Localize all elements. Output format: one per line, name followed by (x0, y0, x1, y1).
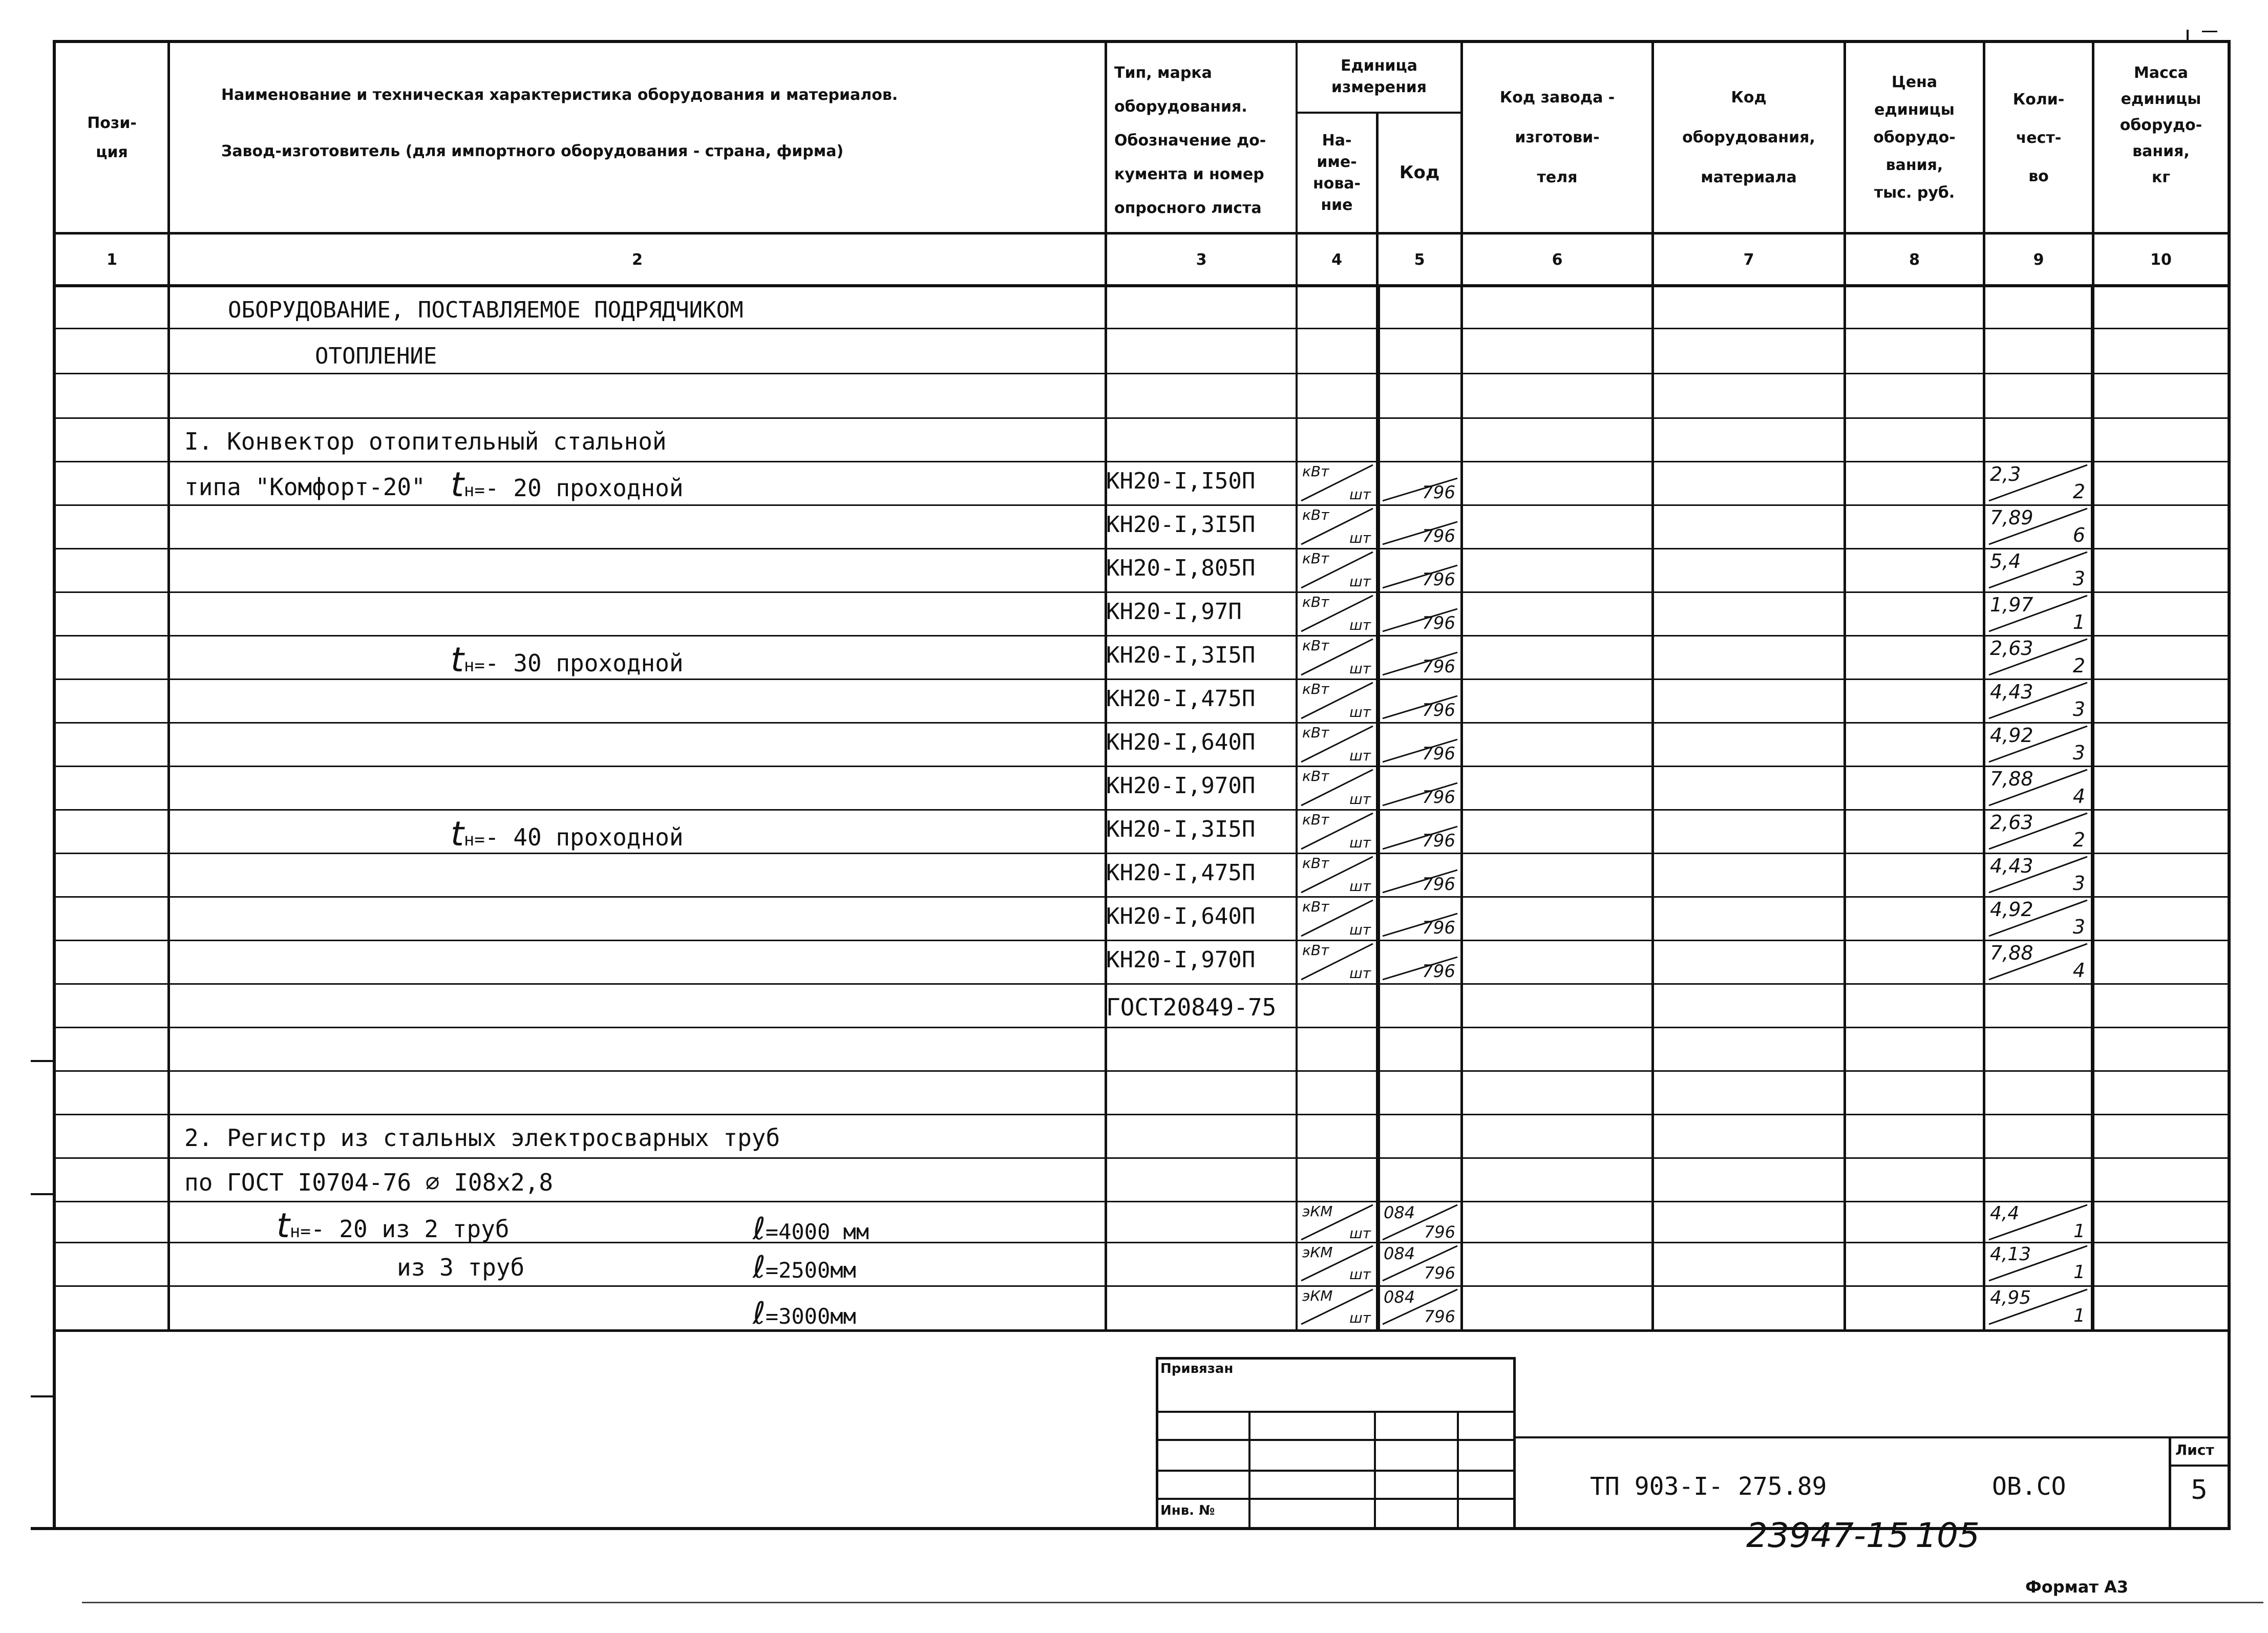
cell-top-text: 2,63 (1990, 637, 2033, 660)
cell-bottom-text: 796 (1424, 1222, 1455, 1242)
cell-bottom-text: 3 (2072, 872, 2085, 895)
row-divider (54, 1201, 2231, 1202)
col-number: 3 (1196, 251, 1207, 269)
row-divider (54, 1114, 2231, 1115)
cell-top-text: 4,92 (1990, 898, 2033, 921)
inv-label: Инв. № (1160, 1503, 1215, 1518)
cell-bottom-text: шт (1349, 965, 1371, 982)
handwritten-cell (1987, 1287, 2089, 1326)
handwritten-cell (1381, 737, 1459, 764)
cell-bottom-text: 3 (2072, 698, 2085, 720)
cell-bottom-text: 796 (1422, 918, 1455, 938)
handwritten-cell (1987, 1203, 2089, 1242)
row-divider (54, 722, 2231, 724)
cell-top-text: 4,43 (1990, 855, 2033, 877)
handwritten-cell (1381, 1244, 1459, 1283)
row-divider (54, 417, 2231, 419)
handwritten-cell (1381, 520, 1459, 546)
cell-bottom-text: 796 (1422, 482, 1455, 503)
cell-top-text: 4,43 (1990, 681, 2033, 703)
t-sub: н (463, 830, 475, 850)
equipment-type: КН20-I,640П (1106, 729, 1256, 755)
row-divider (54, 940, 2231, 941)
row-divider (54, 983, 2231, 985)
cell-bottom-text: 1 (2073, 1221, 2085, 1242)
handwritten-cell (1299, 463, 1375, 503)
cell-top-text: кВт (1302, 855, 1329, 872)
cell-bottom-text: 796 (1422, 831, 1455, 851)
cell-top-text: эКМ (1302, 1287, 1333, 1304)
cell-top-text: 4,13 (1990, 1244, 2031, 1265)
section-subtitle: ОТОПЛЕНИЕ (315, 343, 437, 369)
handwritten-cell (1299, 768, 1375, 808)
cell-bottom-text: шт (1349, 921, 1371, 938)
cell-bottom-text: 796 (1422, 744, 1455, 764)
cell-bottom-text: шт (1349, 878, 1371, 895)
r3-len-text: =3000мм (765, 1304, 856, 1329)
header-col3: Тип, марка оборудования. Обозначение до- кумента и номер опросного листа (1114, 64, 1266, 217)
cell-bottom-text: 2 (2072, 480, 2085, 503)
handwritten-cell (1987, 506, 2089, 546)
cell-top-text: 7,88 (1990, 942, 2033, 964)
cell-top-text: эКМ (1302, 1244, 1333, 1261)
header-col2-line2: Завод-изготовитель (для импортного оборудования - страна, фирма) (221, 142, 844, 160)
cell-top-text: 4,95 (1990, 1287, 2031, 1308)
handwritten-cell (1299, 942, 1375, 982)
register-r2-len (753, 1249, 856, 1285)
cell-top-text: кВт (1302, 681, 1329, 697)
t-letter: t (277, 1206, 290, 1245)
sheet-code: ОВ.СО (1992, 1472, 2066, 1501)
handwritten-cell (1987, 855, 2089, 895)
r1-len-text: =4000 мм (765, 1219, 870, 1244)
handwritten-cell (1299, 855, 1375, 895)
equipment-type: КН20-I,I50П (1106, 468, 1256, 494)
handwritten-cell (1381, 824, 1459, 851)
cell-bottom-text: 796 (1422, 569, 1455, 590)
tn30-label (451, 640, 684, 680)
cell-bottom-text: шт (1349, 704, 1371, 720)
handwritten-cell (1299, 724, 1375, 764)
cell-bottom-text: 3 (2072, 916, 2085, 938)
cell-top-text: 1,97 (1990, 593, 2033, 616)
equipment-type: КН20-I,475П (1106, 860, 1256, 886)
cell-bottom-text: 796 (1422, 787, 1455, 808)
cell-bottom-text: шт (1349, 1309, 1371, 1326)
t-sub: н (463, 480, 475, 501)
handwritten-cell (1987, 811, 2089, 851)
format-label: Формат А3 (2025, 1577, 2129, 1597)
cell-top-text: кВт (1302, 898, 1329, 915)
col-number: 6 (1552, 251, 1563, 269)
row-divider (54, 461, 2231, 462)
equipment-type: КН20-I,970П (1106, 773, 1256, 799)
archive-number-2: 105 (1915, 1516, 1980, 1555)
cell-top-text: 084 (1384, 1287, 1415, 1307)
cell-bottom-text: 796 (1422, 613, 1455, 633)
cell-top-text: эКМ (1302, 1203, 1333, 1220)
handwritten-cell (1299, 1244, 1375, 1283)
cell-bottom-text: шт (1349, 617, 1371, 633)
tn30-text: - 30 проходной (484, 649, 684, 677)
cell-top-text: кВт (1302, 768, 1329, 784)
cell-top-text: 7,88 (1990, 768, 2033, 790)
cell-top-text: 084 (1384, 1203, 1415, 1222)
t-eq: = (474, 655, 485, 676)
cell-bottom-text: шт (1349, 1266, 1371, 1283)
cell-bottom-text: 796 (1424, 1263, 1455, 1283)
archive-number: 23947-15 (1746, 1516, 1909, 1555)
tn20-label (451, 465, 684, 504)
col-number: 1 (107, 251, 117, 269)
handwritten-cell (1299, 550, 1375, 590)
cell-top-text: 4,4 (1990, 1203, 2020, 1224)
header-col5: Код (1399, 162, 1440, 183)
cell-top-text: 084 (1384, 1244, 1415, 1263)
handwritten-cell (1381, 781, 1459, 808)
handwritten-cell (1381, 476, 1459, 503)
item1-line2: типа "Комфорт-20" (184, 473, 426, 501)
t-letter: t (451, 640, 464, 680)
col-number: 8 (1909, 251, 1920, 269)
register-r3-len (753, 1296, 856, 1331)
l-letter: ℓ (753, 1211, 766, 1247)
cell-top-text: 7,89 (1990, 506, 2033, 529)
row-divider (54, 853, 2231, 854)
cell-bottom-text: шт (1349, 486, 1371, 503)
handwritten-cell (1987, 1244, 2089, 1283)
cell-top-text: кВт (1302, 463, 1329, 480)
cell-top-text: кВт (1302, 550, 1329, 567)
row-divider (54, 548, 2231, 549)
cell-bottom-text: 796 (1422, 700, 1455, 720)
cell-top-text: кВт (1302, 942, 1329, 959)
equipment-type: КН20-I,640П (1106, 903, 1256, 929)
t-eq: = (474, 480, 485, 501)
gost-label: ГОСТ20849-75 (1106, 993, 1277, 1021)
cell-top-text: кВт (1302, 506, 1329, 523)
header-col10: Масса единицы оборудо- вания, кг (2119, 63, 2202, 186)
cell-bottom-text: 2 (2072, 654, 2085, 677)
handwritten-cell (1299, 506, 1375, 546)
handwritten-cell (1987, 463, 2089, 503)
equipment-type: КН20-I,475П (1106, 686, 1256, 712)
t-letter: t (451, 814, 464, 854)
handwritten-cell (1381, 1287, 1459, 1326)
col-number: 4 (1331, 251, 1342, 269)
cell-bottom-text: шт (1349, 834, 1371, 851)
t-eq: = (300, 1221, 311, 1242)
cell-bottom-text: 1 (2072, 611, 2085, 633)
cell-top-text: 2,63 (1990, 811, 2033, 834)
cell-top-text: 4,92 (1990, 724, 2033, 747)
row-divider (54, 1157, 2231, 1159)
item2-line2: по ГОСТ I0704-76 ∅ I08x2,8 (184, 1169, 554, 1196)
row-divider (54, 1070, 2231, 1072)
cell-bottom-text: 1 (2073, 1305, 2085, 1326)
cell-top-text: 2,3 (1990, 463, 2021, 485)
handwritten-cell (1987, 681, 2089, 720)
cell-top-text: кВт (1302, 637, 1329, 654)
handwritten-cell (1987, 593, 2089, 633)
handwritten-cell (1987, 724, 2089, 764)
register-r2-desc: из 3 труб (397, 1254, 525, 1281)
l-letter: ℓ (753, 1249, 766, 1285)
row-divider (54, 373, 2231, 374)
cell-bottom-text: шт (1349, 747, 1371, 764)
cell-bottom-text: шт (1349, 573, 1371, 590)
cell-top-text: кВт (1302, 593, 1329, 610)
row-divider (54, 678, 2231, 680)
doc-code: ТП 903-I- 275.89 (1590, 1472, 1827, 1501)
header-col45-group: Единица измерения (1331, 57, 1427, 96)
handwritten-cell (1299, 593, 1375, 633)
cell-top-text: кВт (1302, 724, 1329, 741)
header-col6: Код завода - изготови- теля (1499, 89, 1615, 186)
register-r1-desc (277, 1206, 510, 1245)
list-label: Лист (2175, 1441, 2214, 1458)
cell-bottom-text: 796 (1424, 1307, 1455, 1326)
equipment-type: КН20-I,805П (1106, 555, 1256, 581)
header-col1: Пози- ция (87, 114, 137, 161)
row-divider (54, 896, 2231, 898)
item2-line1: 2. Регистр из стальных электросварных труб (184, 1124, 780, 1152)
handwritten-cell (1987, 637, 2089, 677)
row-divider (54, 635, 2231, 637)
tn20-text: - 20 проходной (484, 474, 684, 502)
cell-bottom-text: 4 (2072, 785, 2085, 808)
r1-desc-text: - 20 из 2 труб (310, 1215, 510, 1243)
handwritten-cell (1987, 768, 2089, 808)
cell-bottom-text: шт (1349, 529, 1371, 546)
cell-top-text: 5,4 (1990, 550, 2021, 572)
cell-top-text: кВт (1302, 811, 1329, 828)
handwritten-cell (1299, 1203, 1375, 1242)
t-sub: н (289, 1221, 301, 1242)
col-number: 7 (1743, 251, 1754, 269)
col-number: 10 (2150, 251, 2172, 269)
cell-bottom-text: 3 (2072, 741, 2085, 764)
register-r1-len (753, 1211, 869, 1247)
handwritten-cell (1299, 681, 1375, 720)
cell-bottom-text: 2 (2072, 829, 2085, 851)
t-letter: t (451, 465, 464, 504)
row-divider (54, 1027, 2231, 1028)
equipment-type: КН20-I,970П (1106, 947, 1256, 973)
row-divider (54, 328, 2231, 329)
cell-bottom-text: шт (1349, 791, 1371, 808)
l-letter: ℓ (753, 1296, 766, 1331)
handwritten-cell (1987, 898, 2089, 938)
privyazan-label: Привязан (1160, 1361, 1234, 1376)
handwritten-cell (1987, 942, 2089, 982)
row-divider (54, 1285, 2231, 1287)
col-number: 2 (632, 251, 643, 269)
handwritten-cell (1299, 811, 1375, 851)
cell-bottom-text: 796 (1422, 526, 1455, 546)
row-divider (54, 809, 2231, 811)
equipment-type: КН20-I,3I5П (1106, 816, 1256, 842)
header-col7: Код оборудования, материала (1682, 89, 1815, 186)
handwritten-cell (1299, 637, 1375, 677)
t-sub: н (463, 655, 475, 676)
cell-bottom-text: 796 (1422, 961, 1455, 982)
equipment-type: КН20-I,3I5П (1106, 512, 1256, 538)
r2-len-text: =2500мм (765, 1258, 856, 1283)
handwritten-cell (1299, 1287, 1375, 1326)
handwritten-cell (1987, 550, 2089, 590)
row-divider (54, 504, 2231, 506)
cell-bottom-text: 4 (2072, 959, 2085, 982)
handwritten-cell (1381, 650, 1459, 677)
header-col9: Коли- чест- во (2012, 90, 2065, 185)
cell-bottom-text: 6 (2072, 524, 2085, 546)
section-title: ОБОРУДОВАНИЕ, ПОСТАВЛЯЕМОЕ ПОДРЯДЧИКОМ (228, 297, 744, 323)
cell-bottom-text: 796 (1422, 874, 1455, 895)
handwritten-cell (1381, 955, 1459, 982)
row-divider (54, 591, 2231, 593)
col-number: 9 (2033, 251, 2044, 269)
cell-bottom-text: шт (1349, 660, 1371, 677)
handwritten-cell (1381, 911, 1459, 938)
cell-bottom-text: 1 (2073, 1262, 2085, 1283)
header-col2-line1: Наименование и техническая характеристика оборудования и материалов. (221, 86, 898, 104)
t-eq: = (474, 830, 485, 850)
header-col4: На- име- нова- ние (1312, 131, 1361, 214)
row-divider (54, 766, 2231, 767)
equipment-type: КН20-I,3I5П (1106, 642, 1256, 668)
tn40-text: - 40 проходной (484, 823, 684, 851)
cell-bottom-text: 796 (1422, 656, 1455, 677)
handwritten-cell (1381, 563, 1459, 590)
list-number: 5 (2191, 1475, 2208, 1505)
handwritten-cell (1381, 694, 1459, 720)
handwritten-cell (1381, 607, 1459, 633)
item1-line1: I. Конвектор отопительный стальной (184, 428, 667, 455)
handwritten-cell (1381, 868, 1459, 895)
cell-bottom-text: 3 (2072, 567, 2085, 590)
header-col8: Цена единицы оборудо- вания, тыс. руб. (1873, 73, 1956, 202)
tn40-label (451, 814, 684, 854)
cell-bottom-text: шт (1349, 1225, 1371, 1242)
handwritten-cell (1299, 898, 1375, 938)
equipment-type: КН20-I,97П (1106, 599, 1242, 625)
handwritten-cell (1381, 1203, 1459, 1242)
col-number: 5 (1414, 251, 1425, 269)
